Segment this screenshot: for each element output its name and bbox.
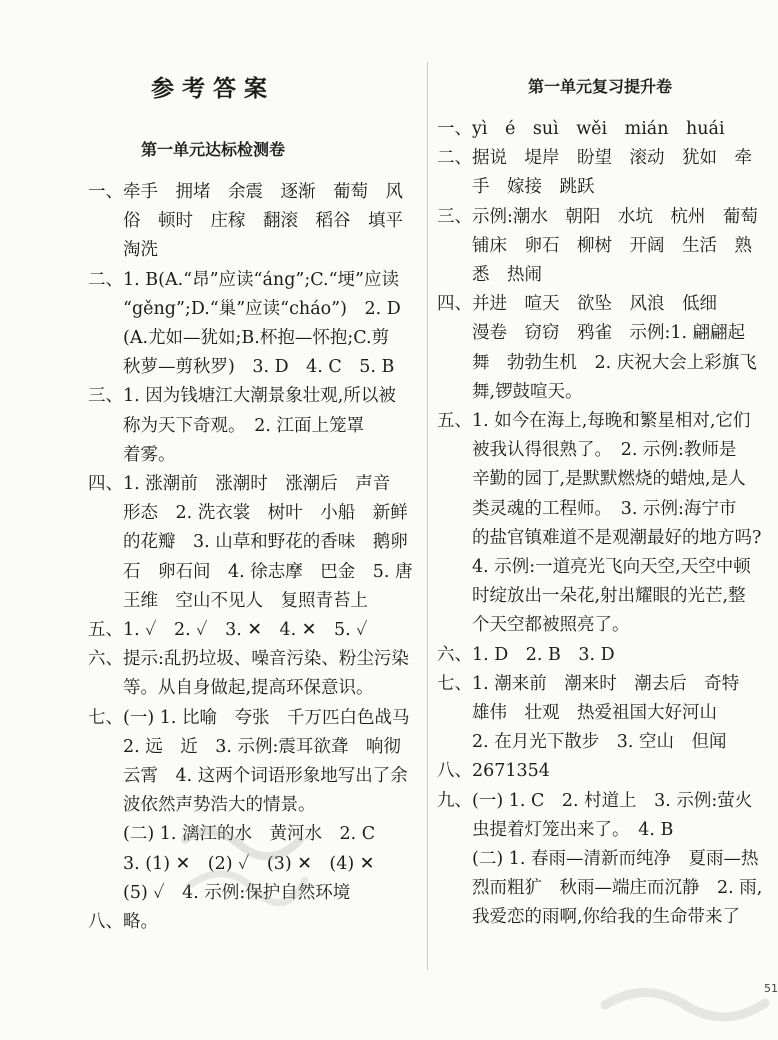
answer-line: 八、2671354 [437,761,550,782]
answer-line: 被我认得很熟了。 2. 示例:教师是 [437,440,737,461]
answer-line: 着雾。 [88,444,176,465]
answer-line: 我爱恋的雨啊,你给我的生命带来了 [437,907,741,928]
answer-line: 五、1. 如今在海上,每晚和繁星相对,它们 [437,411,751,432]
answer-line: 四、并进 喧天 欲坠 风浪 低细 [437,294,717,315]
column-divider [427,62,428,970]
answer-line: 称为天下奇观。 2. 江面上笼罩 [88,415,365,436]
answer-line: 一、yì é suì wěi mián huái [437,119,725,139]
answer-line: 二、据说 堤岸 盼望 滚动 犹如 牵 [437,148,752,169]
answer-line: “gěng”;D.“巢”应读“cháo”) 2. D [88,298,401,319]
right-section-heading: 第一单元复习提升卷 [527,77,672,96]
right-answer-column [437,115,775,933]
answer-line: 悉 热闹 [437,265,542,286]
answer-line: 石 卵石间 4. 徐志摩 巴金 5. 唐 [88,561,413,582]
answer-line: 雄伟 壮观 热爱祖国大好河山 [437,703,717,724]
answer-line: 烈而粗犷 秋雨—端庄而沉静 2. 雨, [437,878,763,899]
answer-line: 的花瓣 3. 山草和野花的香味 鹅卵 [88,532,408,553]
answer-line: 类灵魂的工程师。 3. 示例:海宁市 [437,498,737,519]
answer-line: 2. 远 近 3. 示例:震耳欲聋 响彻 [88,736,401,757]
answer-line: 等。从自身做起,提高环保意识。 [88,678,374,699]
answer-line: 云霄 4. 这两个词语形象地写出了余 [88,766,408,787]
answer-line: 3. (1) ✕ (2) ✓ (3) ✕ (4) ✕ [88,853,375,874]
left-section-heading: 第一单元达标检测卷 [140,140,285,159]
answer-line: 二、1. B(A.“昂”应读“áng”;C.“埂”应读 [88,269,399,290]
answer-line: 淘洗 [88,240,158,261]
answer-line: 三、示例:潮水 朝阳 水坑 杭州 葡萄 [437,206,758,227]
answer-line: 六、提示:乱扔垃圾、噪音污染、粉尘污染 [88,649,409,670]
answer-line: 铺床 卵石 柳树 开阔 生活 熟 [437,235,752,256]
page-number: 51 [764,982,778,995]
answer-line: 三、1. 因为钱塘江大潮景象壮观,所以被 [88,386,396,407]
watermark-mark [600,975,770,1035]
answer-line: 手 嫁接 跳跃 [437,177,595,198]
answer-line: 六、1. D 2. B 3. D [437,644,615,665]
answer-line: (二) 1. 春雨—清新而纯净 夏雨—热 [437,849,759,870]
page-title: 参考答案 [151,75,275,102]
answer-line: 波依然声势浩大的情景。 [88,795,316,816]
watermark-mark [170,800,320,920]
answer-line: 4. 示例:一道亮光飞向天空,天空中顿 [437,557,751,578]
answer-line: 五、1. ✓ 2. ✓ 3. ✕ 4. ✕ 5. ✓ [88,620,368,641]
answer-line: 漫卷 窃窃 鸦雀 示例:1. 翩翩起 [437,323,746,344]
answer-line: 一、牵手 拥堵 余震 逐渐 葡萄 风 [88,182,403,202]
answer-line: 七、(一) 1. 比喻 夸张 千万匹白色战马 [88,707,410,728]
answer-line: 四、1. 涨潮前 涨潮时 涨潮后 声音 [88,474,391,495]
answer-line: 舞,锣鼓喧天。 [437,381,583,402]
answer-line: (A.尤如—犹如;B.杯抱—怀抱;C.剪 [88,328,390,349]
answer-line: 辛勤的园丁,是默默燃烧的蜡烛,是人 [437,469,746,490]
answer-line: 舞 勃勃生机 2. 庆祝大会上彩旗飞 [437,352,757,373]
answer-line: 俗 顿时 庄稼 翻滚 稻谷 填平 [88,211,403,232]
answer-line: 秋萝—剪秋罗) 3. D 4. C 5. B [88,357,395,378]
answer-line: 虫提着灯笼出来了。 4. B [437,819,674,840]
answer-line: 九、(一) 1. C 2. 村道上 3. 示例:萤火 [437,790,753,811]
answer-line: (5) ✓ 4. 示例:保护自然环境 [88,882,351,903]
answer-line: 个天空都被照亮了。 [437,615,630,636]
answer-line: 的盐官镇难道不是观潮最好的地方吗? [437,527,762,548]
answer-line: 七、1. 潮来前 潮来时 潮去后 奇特 [437,673,740,694]
answer-line: 形态 2. 洗衣裳 树叶 小船 新鲜 [88,503,408,524]
answer-line: 2. 在月光下散步 3. 空山 但闻 [437,732,727,753]
answer-line: (二) 1. 漓江的水 黄河水 2. C [88,824,376,845]
answer-line: 时绽放出一朵花,射出耀眼的光芒,整 [437,586,746,607]
answer-line: 八、略。 [88,912,158,933]
answer-line: 王维 空山不见人 复照青苔上 [88,590,368,611]
